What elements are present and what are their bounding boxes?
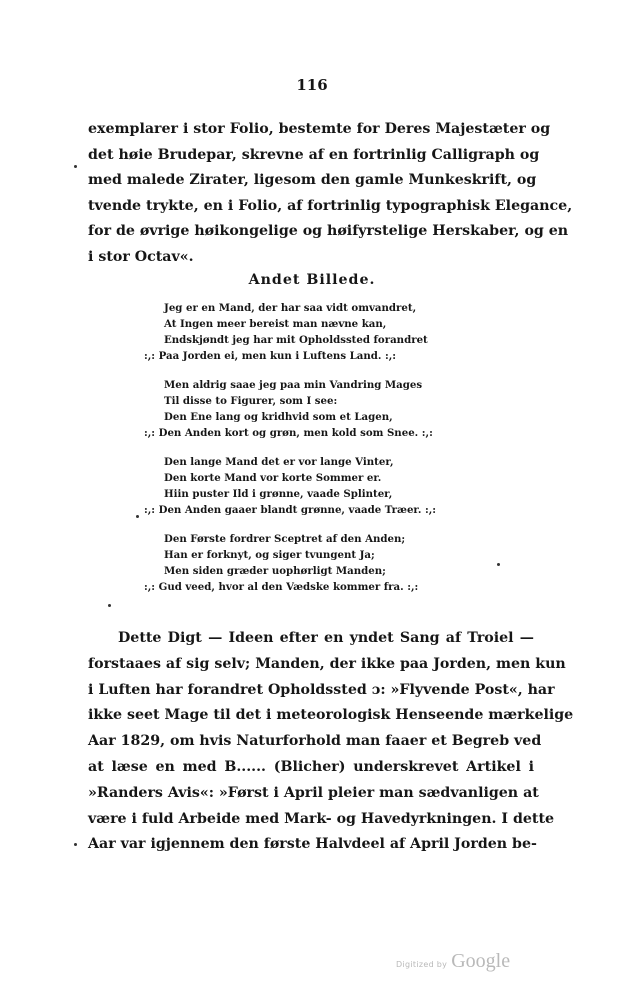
text-line: det høie Brudepar, skrevne af en fortrinlig Calligraph og	[88, 146, 540, 163]
section-title: Andet Billede.	[248, 272, 376, 288]
page-number: 116	[296, 76, 328, 94]
watermark-prefix: Digitized by	[396, 960, 448, 969]
poem-line: Han er forknyt, og siger tvungent Ja;	[164, 549, 375, 561]
text-line: for de øvrige høikongelige og høifyrstelige Herskaber, og en	[88, 223, 569, 240]
text-line: i stor Octav«.	[88, 248, 194, 265]
text-line: Dette Digt — Ideen efter en yndet Sang af Troiel —	[118, 630, 534, 646]
scan-speck	[497, 563, 500, 566]
poem-line: Til disse to Figurer, som I see:	[164, 395, 338, 407]
stanza	[144, 531, 484, 595]
poem-line: Den lange Mand det er vor lange Vinter,	[164, 456, 394, 468]
top-paragraph	[88, 117, 573, 271]
scan-speck	[136, 515, 139, 518]
text-line: med malede Zirater, ligesom den gamle Munkeskrift, og	[88, 172, 537, 189]
poem-line: Men aldrig saae jeg paa min Vandring Mages	[164, 379, 423, 391]
bottom-paragraph	[88, 626, 574, 858]
text-line: Aar 1829, om hvis Naturforhold man faaer et Begreb ved	[88, 733, 542, 750]
poem-line: Den Første fordrer Sceptret af den Anden;	[164, 533, 406, 545]
poem-line: At Ingen meer bereist man nævne kan,	[164, 318, 387, 330]
stanza	[144, 300, 484, 364]
scan-speck	[108, 604, 111, 607]
text-line: i Luften har forandret Opholdssted ɔ: »Flyvende Post«, har	[88, 681, 555, 698]
text-line: at læse en med B...... (Blicher) underskrevet Artikel i	[88, 758, 534, 775]
scan-speck	[74, 165, 77, 168]
stanza	[144, 377, 484, 441]
text-line: exemplarer i stor Folio, bestemte for Deres Majestæter og	[88, 121, 551, 137]
poem	[144, 300, 484, 608]
text-line: tvende trykte, en i Folio, af fortrinlig typographisk Elegance,	[88, 197, 573, 214]
poem-refrain: :,: Paa Jorden ei, men kun i Luftens Land. :,:	[144, 350, 397, 362]
poem-refrain: :,: Gud veed, hvor al den Vædske kommer fra. :,:	[144, 581, 419, 593]
poem-line: Hiin puster Ild i grønne, vaade Splinter,	[164, 488, 393, 500]
poem-refrain: :,: Den Anden gaaer blandt grønne, vaade Træer. :,:	[144, 504, 437, 516]
scan-speck	[74, 843, 77, 846]
watermark-brand: Google	[451, 950, 511, 972]
google-watermark	[396, 950, 510, 973]
poem-line: Men siden græder uophørligt Manden;	[164, 565, 386, 577]
stanza	[144, 454, 484, 518]
poem-line: Den korte Mand vor korte Sommer er.	[164, 472, 382, 484]
poem-line: Jeg er en Mand, der har saa vidt omvandret,	[164, 302, 417, 314]
text-line: ikke seet Mage til det i meteorologisk Henseende mærkelige	[88, 707, 574, 724]
text-line: Aar var igjennem den første Halvdeel af April Jorden be-	[88, 836, 537, 853]
poem-refrain: :,: Den Anden kort og grøn, men kold som Snee. :,:	[144, 427, 433, 439]
poem-line: Den Ene lang og kridhvid som et Lagen,	[164, 411, 393, 423]
poem-line: Endskjøndt jeg har mit Opholdssted forandret	[164, 334, 428, 346]
text-line: »Randers Avis«: »Først i April pleier man sædvanligen at	[88, 784, 539, 801]
text-line: forstaaes af sig selv; Manden, der ikke paa Jorden, men kun	[88, 655, 566, 672]
text-line: være i fuld Arbeide med Mark- og Havedyrkningen. I dette	[88, 810, 555, 827]
